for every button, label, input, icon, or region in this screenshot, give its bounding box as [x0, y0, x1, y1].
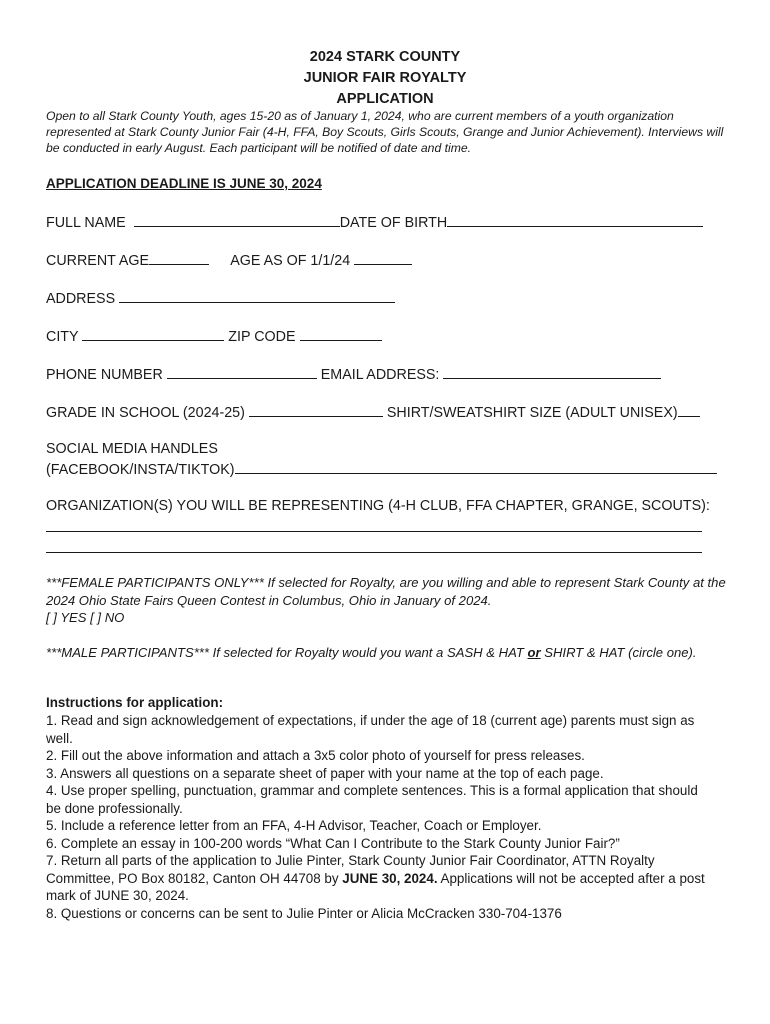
shirt-size-label: SHIRT/SWEATSHIRT SIZE (ADULT UNISEX) — [386, 405, 678, 421]
city-field[interactable] — [82, 327, 224, 341]
instructions-list — [46, 712, 716, 922]
zip-field[interactable] — [300, 327, 382, 341]
item7-deadline: JUNE 30, 2024. — [342, 870, 438, 886]
form-title-line-3: APPLICATION — [336, 91, 434, 107]
instruction-item: 1. Read and sign acknowledgement of expectations, if under the age of 18 (current age) parents must sign as well. — [46, 713, 695, 746]
phone-email-row — [46, 365, 661, 383]
instruction-item: 2. Fill out the above information and attach a 3x5 color photo of yourself for press releases. — [46, 748, 585, 763]
yes-no-options[interactable]: [ ] YES [ ] NO — [46, 610, 125, 625]
instruction-item: 5. Include a reference letter from an FFA, 4-H Advisor, Teacher, Coach or Employer. — [46, 818, 542, 833]
social-media-row — [46, 460, 717, 478]
phone-label: PHONE NUMBER — [46, 367, 163, 383]
social-media-label-2: (FACEBOOK/INSTA/TIKTOK) — [46, 462, 235, 478]
full-name-label: FULL NAME — [46, 215, 126, 231]
full-name-field[interactable] — [134, 213, 340, 227]
dob-field[interactable] — [447, 213, 703, 227]
instructions-title: Instructions for application: — [46, 695, 224, 710]
name-dob-row — [46, 213, 703, 231]
form-title-line-2: JUNIOR FAIR ROYALTY — [303, 70, 467, 86]
email-field[interactable] — [443, 365, 661, 379]
form-title-line-1: 2024 STARK COUNTY — [309, 49, 461, 65]
email-label: EMAIL ADDRESS: — [320, 367, 440, 383]
instruction-item: 3. Answers all questions on a separate sheet of paper with your name at the top of each page. — [46, 765, 604, 781]
phone-field[interactable] — [167, 365, 317, 379]
grade-label: GRADE IN SCHOOL (2024-25) — [46, 405, 245, 421]
social-media-label-1: SOCIAL MEDIA HANDLES — [46, 441, 218, 457]
current-age-field[interactable] — [149, 251, 209, 265]
organizations-field-line-2[interactable] — [46, 552, 702, 553]
shirt-size-field[interactable] — [678, 403, 700, 417]
age-as-of-label: AGE AS OF 1/1/24 — [230, 253, 351, 269]
city-label: CITY — [46, 329, 79, 345]
male-note-text: ***MALE PARTICIPANTS*** If selected for Royalty would you want a SASH & HAT — [46, 645, 528, 660]
grade-shirt-row — [46, 403, 700, 421]
male-note-text-end: SHIRT & HAT (circle one). — [540, 645, 697, 660]
address-field[interactable] — [119, 289, 395, 303]
current-age-label: CURRENT AGE — [46, 253, 150, 269]
item7-text: 7. Return all parts of the application to Julie Pinter, Stark County Junior Fair Coordinator, ATTN Royalty Committee, PO Box 80182, Canton OH 44708 by — [46, 853, 655, 886]
social-media-field[interactable] — [235, 460, 717, 474]
address-label: ADDRESS — [46, 291, 116, 307]
instruction-item: 4. Use proper spelling, punctuation, grammar and complete sentences. This is a formal application that should be done professionally. — [46, 783, 698, 816]
city-zip-row — [46, 327, 382, 345]
organizations-label: ORGANIZATION(S) YOU WILL BE REPRESENTING (4-H CLUB, FFA CHAPTER, GRANGE, SCOUTS): — [46, 498, 710, 514]
female-participants-note — [46, 574, 726, 627]
age-row — [46, 251, 412, 269]
male-participants-note — [46, 644, 726, 662]
instruction-item-7 — [46, 852, 716, 905]
address-row — [46, 289, 395, 307]
dob-label: DATE OF BIRTH — [339, 215, 448, 231]
item7-text-end: Applications will not be accepted after a post mark of JUNE 30, 2024. — [46, 870, 705, 903]
instruction-item: 6. Complete an essay in 100-200 words “What Can I Contribute to the Stark County Junior Fair?” — [46, 835, 620, 851]
male-note-or: or — [527, 645, 541, 660]
instruction-item: 8. Questions or concerns can be sent to Julie Pinter or Alicia McCracken 330-704-1376 — [46, 905, 562, 921]
zip-label: ZIP CODE — [228, 329, 296, 345]
female-note-text: ***FEMALE PARTICIPANTS ONLY*** If selected for Royalty, are you willing and able to represent Stark County at the 2024 Ohio State Fairs Queen Contest in Columbus, Ohio in January of 2024. — [46, 575, 726, 608]
deadline-notice: APPLICATION DEADLINE IS JUNE 30, 2024 — [46, 176, 322, 191]
grade-field[interactable] — [249, 403, 383, 417]
intro-paragraph: Open to all Stark County Youth, ages 15-20 as of January 1, 2024, who are current members of a youth organization represented at Stark County Junior Fair (4-H, FFA, Boy Scouts, Girls Scouts, Grange and Junior Achievement). Interviews will be conducted in early August. Each participant will be notified of date and time. — [46, 109, 724, 155]
organizations-field-line-1[interactable] — [46, 531, 702, 532]
age-as-of-field[interactable] — [354, 251, 412, 265]
